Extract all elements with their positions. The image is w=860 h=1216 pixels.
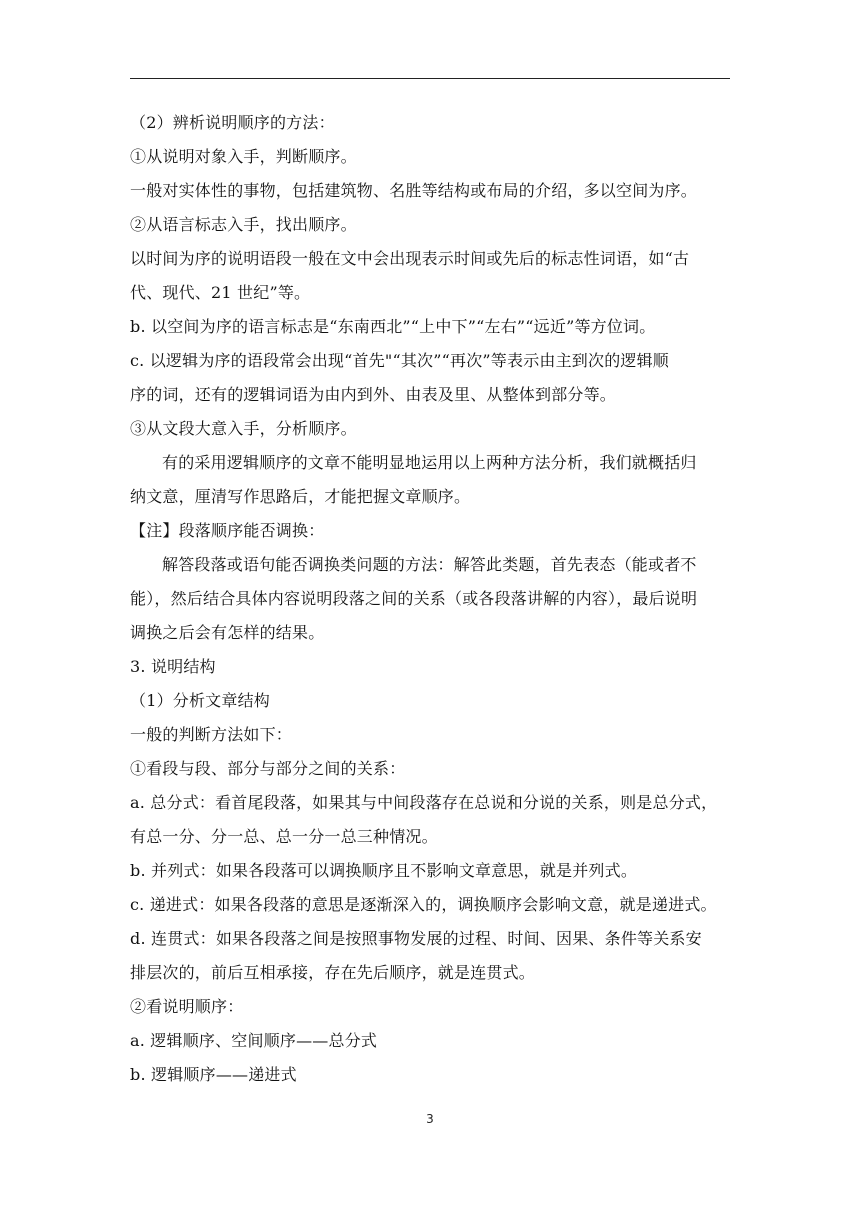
list-item: b. 以空间为序的语言标志是“东南西北”“上中下”“左右”“远近”等方位词。 [130,317,656,336]
paragraph-line: 排层次的，前后互相承接，存在先后顺序，就是连贯式。 [130,963,536,982]
section-heading: （2）辨析说明顺序的方法： [130,113,335,132]
list-item: b. 逻辑顺序——递进式 [130,1065,297,1084]
paragraph-line: 纳文意，厘清写作思路后，才能把握文章顺序。 [130,487,471,506]
paragraph-line: 有的采用逻辑顺序的文章不能明显地运用以上两种方法分析，我们就概括归 [162,453,697,472]
page-number: 3 [426,1112,434,1126]
section-heading: 3. 说明结构 [130,657,216,676]
list-item: a. 总分式：看首尾段落，如果其与中间段落存在总说和分说的关系，则是总分式， [130,793,718,812]
method-heading: ①看段与段、部分与部分之间的关系： [130,759,406,778]
note-heading: 【注】段落顺序能否调换： [130,521,325,540]
paragraph-line: 序的词，还有的逻辑词语为由内到外、由表及里、从整体到部分等。 [130,385,617,404]
paragraph-line: 能），然后结合具体内容说明段落之间的关系（或各段落讲解的内容），最后说明 [130,589,698,608]
paragraph-line: 一般对实体性的事物，包括建筑物、名胜等结构或布局的介绍，多以空间为序。 [130,181,698,200]
list-item: b. 并列式：如果各段落可以调换顺序且不影响文章意思，就是并列式。 [130,861,638,880]
list-item: d. 连贯式：如果各段落之间是按照事物发展的过程、时间、因果、条件等关系安 [130,929,702,948]
paragraph-line: 以时间为序的说明语段一般在文中会出现表示时间或先后的标志性词语，如“古 [130,249,690,268]
header-rule [130,78,730,79]
method-heading: ①从说明对象入手，判断顺序。 [130,147,357,166]
section-heading: （1）分析文章结构 [130,691,270,710]
list-item: a. 逻辑顺序、空间顺序——总分式 [130,1031,378,1050]
method-heading: ②从语言标志入手，找出顺序。 [130,215,357,234]
paragraph-line: 有总一分、分一总、总一分一总三种情况。 [130,827,438,846]
paragraph-line: 解答段落或语句能否调换类问题的方法：解答此类题，首先表态（能或者不 [162,555,697,574]
method-heading: ③从文段大意入手，分析顺序。 [130,419,357,438]
page-body [130,106,734,1092]
list-item: c. 以逻辑为序的语段常会出现“首先"“其次”“再次”等表示由主到次的逻辑顺 [130,351,669,370]
paragraph-line: 一般的判断方法如下： [130,725,293,744]
method-heading: ②看说明顺序： [130,997,244,1016]
list-item: c. 递进式：如果各段落的意思是逐渐深入的，调换顺序会影响文意，就是递进式。 [130,895,717,914]
paragraph-line: 调换之后会有怎样的结果。 [130,623,325,642]
paragraph-line: 代、现代、21 世纪”等。 [130,283,311,302]
